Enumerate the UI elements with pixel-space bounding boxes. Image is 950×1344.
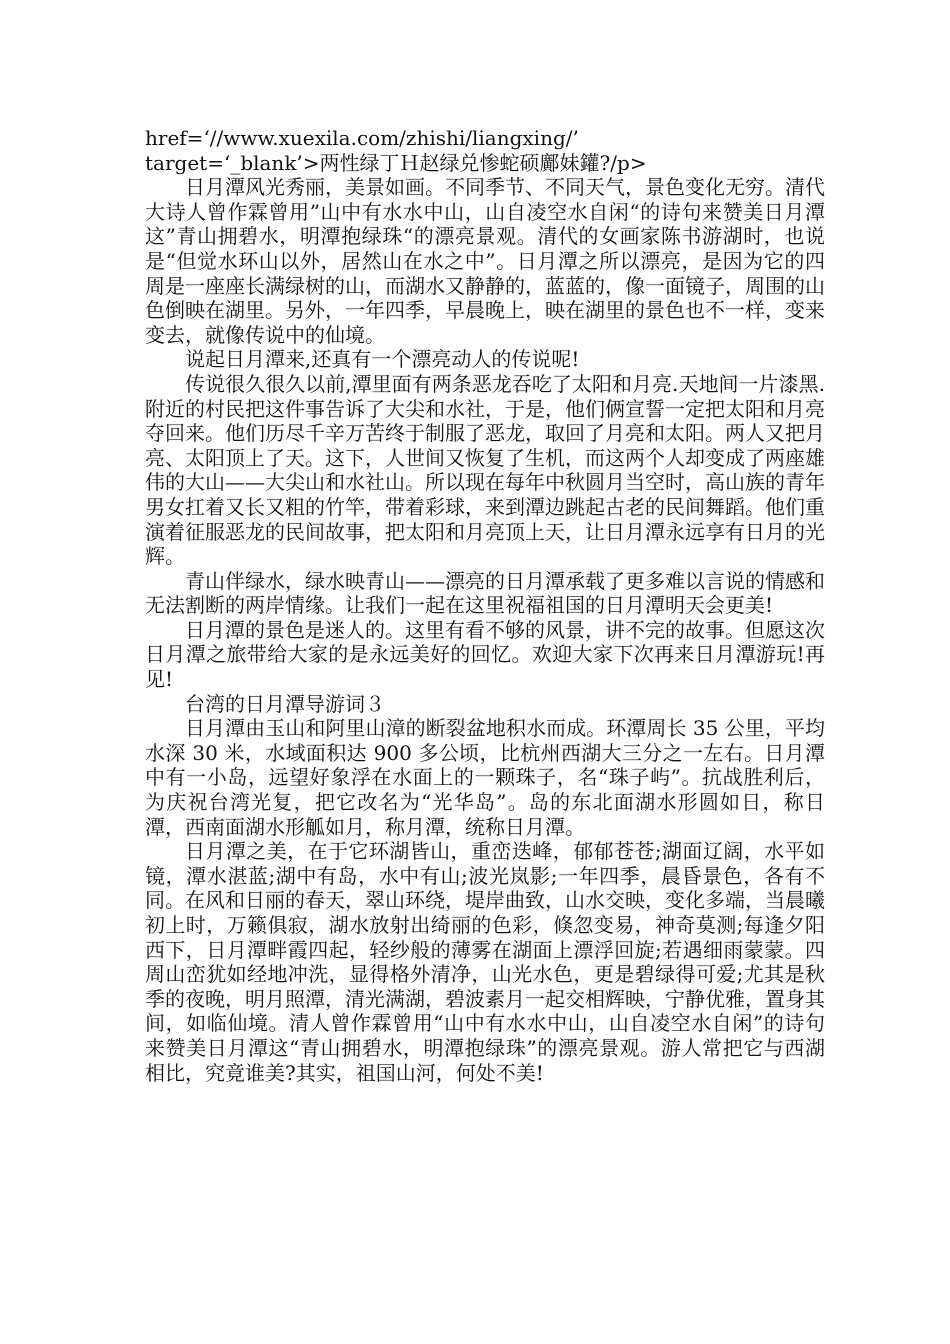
paragraph-blessing: 青山伴绿水，绿水映青山——漂亮的日月潭承载了更多难以言说的情感和无法割断的两岸情缘。让我们一起在这里祝福祖国的日月潭明天会更美! bbox=[145, 568, 825, 618]
header-line-2: target=‘_blank’>两性绿丁Ｈ赵绿兑惨蛇硕鄺妹鑵?/p> bbox=[145, 150, 647, 175]
paragraph-geography: 日月潭由玉山和阿里山漳的断裂盆地积水而成。环潭周长 35 公里，平均水深 30 米，水域面积达 900 多公顷，比杭州西湖大三分之一左右。日月潭中有一小岛，远望好象浮在水面上的一颗珠子，名“珠子屿”。抗战胜利后，为庆祝台湾光复，把它改名为“光华岛”。岛的东北面湖水形圆如日，称日潭，西南面湖水形觚如月，称月潭，统称日月潭。 bbox=[145, 716, 825, 839]
paragraph-scenery: 日月潭风光秀丽，美景如画。不同季节、不同天气，景色变化无穷。清代大诗人曾作霖曾用”山中有水水中山，山自凌空水自闲“的诗句来赞美日月潭这”青山拥碧水，明潭抱绿珠“的漂亮景观。清代的女画家陈书游湖时，也说是“但觉水环山以外，居然山在水之中”。日月潭之所以漂亮，是因为它的四周是一座座长满绿树的山，而湖水又静静的，蓝蓝的，像一面镜子，周围的山色倒映在湖里。另外，一年四季，早晨晚上，映在湖里的景色也不一样，变来变去，就像传说中的仙境。 bbox=[145, 175, 825, 347]
section-title: 台湾的日月潭导游词３ bbox=[185, 691, 385, 716]
header-line-1: href=‘//www.xuexila.com/zhishi/liangxing/’ bbox=[145, 126, 579, 150]
document-body bbox=[145, 126, 825, 1085]
paragraph-farewell: 日月潭的景色是迷人的。这里有看不够的风景，讲不完的故事。但愿这次日月潭之旅带给大家的是永远美好的回忆。欢迎大家下次再来日月潭游玩!再见! bbox=[145, 617, 825, 692]
paragraph-legend-intro: 说起日月潭来,还真有一个漂亮动人的传说呢! bbox=[185, 347, 580, 372]
paragraph-legend: 传说很久很久以前,潭里面有两条恶龙吞吃了太阳和月亮.天地间一片漆黑.附近的村民把这件事告诉了大尖和水社，于是，他们俩宣誓一定把太阳和月亮夺回来。他们历尽千辛万苦终于制服了恶龙，取回了月亮和太阳。两人又把月亮、太阳顶上了天。这下，人世间又恢复了生机，而这两个人却变成了两座雄伟的大山——大尖山和水社山。所以现在每年中秋圆月当空时，高山族的青年男女扛着又长又粗的竹竿，带着彩球，来到潭边跳起古老的民间舞蹈。他们重演着征服恶龙的民间故事，把太阳和月亮顶上天，让日月潭永远享有日月的光辉。 bbox=[145, 371, 825, 569]
paragraph-beauty: 日月潭之美，在于它环湖皆山，重峦迭峰，郁郁苍苍;湖面辽阔，水平如镜，潭水湛蓝;湖中有岛，水中有山;波光岚影;一年四季，晨昏景色，各有不同。在风和日丽的春天，翠山环绕，堤岸曲致，山水交映，变化多端，当晨曦初上时，万籁俱寂，湖水放射出绮丽的色彩，倏忽变易，神奇莫测;每逢夕阳西下，日月潭畔霞四起，轻纱般的薄雾在湖面上漂浮回旋;若遇细雨蒙蒙。四周山峦犹如经地冲洗，显得格外清净，山光水色，更是碧绿得可爱;尤其是秋季的夜晚，明月照潭，清光满湖，碧波素月一起交相辉映，宁静优雅，置身其间，如临仙境。清人曾作霖曾用“山中有水水中山，山自凌空水自闲”的诗句来赞美日月潭这“青山拥碧水，明潭抱绿珠”的漂亮景观。游人常把它与西湖相比，究竟谁美?其实，祖国山河，何处不美! bbox=[145, 839, 825, 1085]
